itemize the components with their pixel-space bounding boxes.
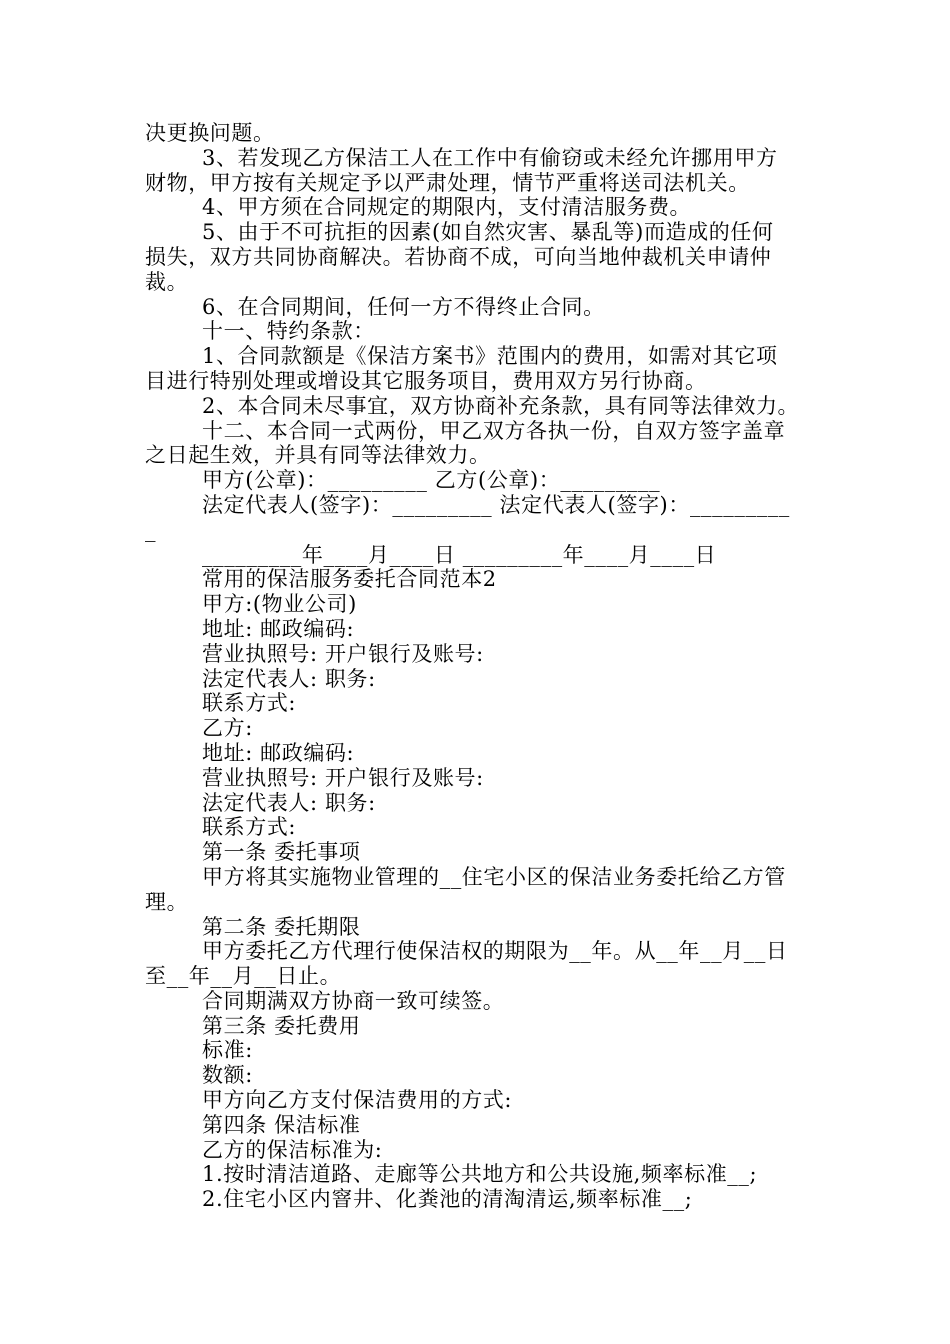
document-line: 法定代表人(签字)：_________ 法定代表人(签字)：_________	[202, 492, 790, 517]
document-line: 6、在合同期间，任何一方不得终止合同。	[202, 294, 605, 319]
document-line: 理。	[145, 889, 189, 914]
document-line: 至__年__月__日止。	[145, 964, 342, 989]
document-line: 甲方将其实施物业管理的__住宅小区的保洁业务委托给乙方管	[202, 864, 786, 889]
document-line: 地址: 邮政编码:	[202, 616, 355, 641]
document-line: 财物，甲方按有关规定予以严肃处理，情节严重将送司法机关。	[145, 170, 750, 195]
document-line: 4、甲方须在合同规定的期限内，支付清洁服务费。	[202, 195, 692, 220]
document-line: 3、若发现乙方保洁工人在工作中有偷窃或未经允许挪用甲方	[202, 145, 778, 170]
document-line: 地址: 邮政编码:	[202, 740, 355, 765]
document-line: 乙方:	[202, 716, 253, 741]
document-line: 甲方(公章)：_________ 乙方(公章)：_________	[202, 468, 661, 493]
document-line: 第三条 委托费用	[202, 1013, 361, 1038]
document-line: 决更换问题。	[145, 121, 275, 145]
document-line: 2.住宅小区内窨井、化粪池的清淘清运,频率标准__;	[202, 1187, 693, 1212]
document-line: _	[145, 517, 157, 542]
document-line: 营业执照号: 开户银行及账号:	[202, 641, 484, 666]
document-line: 甲方:(物业公司)	[202, 592, 357, 617]
document-line: 常用的保洁服务委托合同范本2	[202, 567, 497, 592]
document-line: 合同期满双方协商一致可续签。	[202, 988, 505, 1013]
document-line: 5、由于不可抗拒的因素(如自然灾害、暴乱等)而造成的任何	[202, 220, 774, 245]
document-line: 营业执照号: 开户银行及账号:	[202, 765, 484, 790]
document-line: 十一、特约条款：	[202, 319, 375, 344]
document-line: 第四条 保洁标准	[202, 1112, 361, 1137]
document-line: 目进行特别处理或增设其它服务项目，费用双方另行协商。	[145, 368, 707, 393]
document-line: 十二、本合同一式两份，甲乙双方各执一份，自双方签字盖章	[202, 418, 786, 443]
document-line: _________年____月____日 _________年____月____日	[202, 542, 717, 567]
document-line: 乙方的保洁标准为:	[202, 1137, 383, 1162]
document-line: 1、合同款额是《保洁方案书》范围内的费用，如需对其它项	[202, 344, 778, 369]
document-line: 1.按时清洁道路、走廊等公共地方和公共设施,频率标准__;	[202, 1162, 758, 1187]
document-line: 损失，双方共同协商解决。若协商不成，可向当地仲裁机关申请仲	[145, 244, 772, 269]
document-line: 甲方向乙方支付保洁费用的方式:	[202, 1088, 513, 1113]
document-body	[145, 121, 810, 1212]
document-line: 裁。	[145, 269, 189, 294]
document-line: 2、本合同未尽事宜，双方协商补充条款，具有同等法律效力。	[202, 393, 800, 418]
document-line: 标准:	[202, 1038, 253, 1063]
document-line: 之日起生效，并具有同等法律效力。	[145, 443, 491, 468]
document-line: 第一条 委托事项	[202, 840, 361, 865]
document-line: 法定代表人: 职务:	[202, 790, 376, 815]
document-line: 法定代表人: 职务:	[202, 666, 376, 691]
document-line: 联系方式:	[202, 815, 297, 840]
document-line: 甲方委托乙方代理行使保洁权的期限为__年。从__年__月__日	[202, 939, 788, 964]
document-line: 第二条 委托期限	[202, 914, 361, 939]
document-line: 数额:	[202, 1063, 253, 1088]
document-line: 联系方式:	[202, 691, 297, 716]
